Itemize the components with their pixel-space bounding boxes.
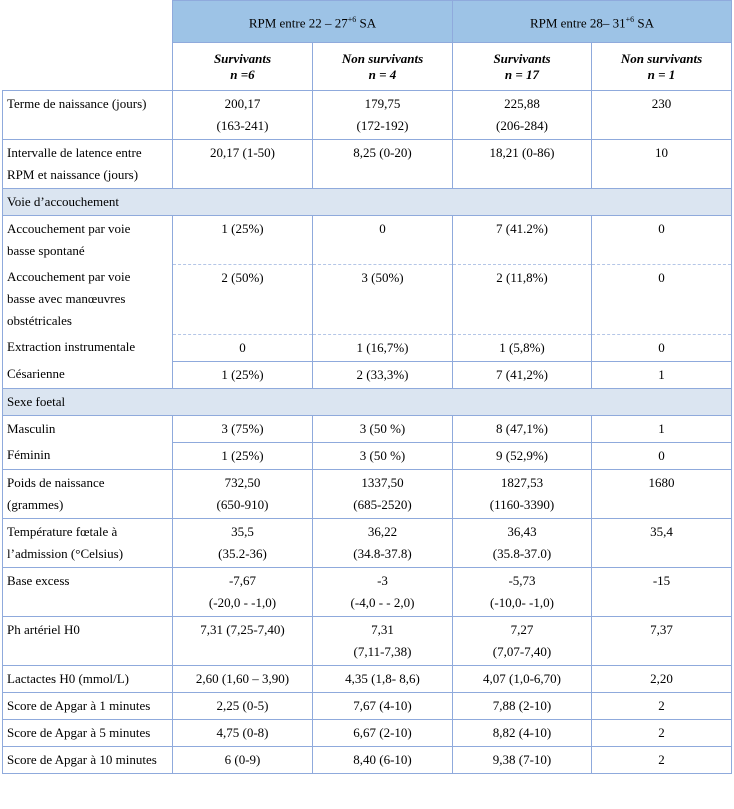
table-cell: 8 (47,1%) (453, 415, 592, 442)
cell-range: (35.2-36) (218, 545, 267, 561)
table-cell: 0 (592, 442, 732, 469)
table-cell: 7,67 (4-10) (313, 692, 453, 719)
col-header-3 (453, 43, 592, 91)
table-cell: 20,17 (1-50) (173, 140, 313, 189)
table-row (3, 469, 732, 518)
group2-sup: +6 (625, 14, 635, 24)
row-label-line2: (grammes) (7, 496, 64, 512)
group1-sup: +6 (347, 14, 357, 24)
row-label-line2: l’admission (°Celsius) (7, 545, 124, 561)
row-label-line1: Accouchement par voie (7, 221, 131, 236)
cell-value: 36,43 (507, 523, 537, 539)
table-cell: 10 (592, 140, 732, 189)
table-cell: 8,25 (0-20) (313, 140, 453, 189)
row-label-line2: basse spontané (7, 243, 85, 258)
row-label: Césarienne (3, 361, 173, 388)
table-cell (592, 518, 732, 567)
cell-value: 1680 (648, 474, 675, 490)
table-row (3, 692, 732, 719)
col-header-4-line1: Non survivants (620, 50, 703, 66)
row-label: Score de Apgar à 10 minutes (3, 746, 173, 773)
table-cell: 7 (41.2%) (453, 216, 592, 265)
table-cell: 9,38 (7-10) (453, 746, 592, 773)
col-header-1-line2: n =6 (230, 66, 255, 82)
col-header-4 (592, 43, 732, 91)
row-label: Extraction instrumentale (3, 334, 173, 361)
cell-value: 732,50 (224, 474, 261, 490)
table-cell (173, 469, 313, 518)
table-cell: 2,60 (1,60 – 3,90) (173, 665, 313, 692)
row-label: Ph artériel H0 (3, 616, 173, 665)
cell-range: (34.8-37.8) (353, 545, 412, 561)
section-title: Voie d’accouchement (3, 189, 732, 216)
table-cell: 2,20 (592, 665, 732, 692)
table-cell (173, 91, 313, 140)
cell-range: (172-192) (356, 118, 409, 133)
table-cell: 2 (592, 746, 732, 773)
table-cell: 4,35 (1,8- 8,6) (313, 665, 453, 692)
cell-range: (7,11-7,38) (353, 643, 412, 659)
cell-value: 225,88 (504, 96, 540, 111)
table-row (3, 334, 732, 361)
cell-value: 7,37 (650, 621, 673, 637)
col-header-1 (173, 43, 313, 91)
row-label-line2: RPM et naissance (jours) (7, 167, 139, 182)
section-row (3, 189, 732, 216)
group1-suffix: SA (356, 15, 377, 31)
table-cell: 3 (75%) (173, 415, 313, 442)
group2-suffix: SA (634, 15, 655, 31)
cell-value: 1827,53 (500, 474, 544, 490)
group2-label: RPM entre 28– 31 (529, 15, 626, 31)
table-cell: 1 (25%) (173, 216, 313, 265)
table-cell: 2 (592, 719, 732, 746)
cell-value: 35,5 (231, 523, 254, 539)
table-cell (592, 616, 732, 665)
table-row (3, 518, 732, 567)
row-label: Base excess (3, 567, 173, 616)
cell-range: (206-284) (496, 118, 548, 133)
table-row (3, 140, 732, 189)
table-row (3, 91, 732, 140)
table-cell (592, 469, 732, 518)
table-row (3, 361, 732, 388)
table-cell (313, 567, 453, 616)
table-cell: 9 (52,9%) (453, 442, 592, 469)
cell-value: -5,73 (508, 572, 536, 588)
section-row (3, 388, 732, 415)
row-label-line1: Température fœtale à (7, 523, 118, 539)
table-cell (592, 567, 732, 616)
cell-range: (7,07-7,40) (492, 643, 552, 659)
table-cell: 1 (25%) (173, 442, 313, 469)
table-cell: 1 (16,7%) (313, 334, 453, 361)
table-cell: 6 (0-9) (173, 746, 313, 773)
cell-range: (-20,0 - -1,0) (208, 594, 277, 610)
col-header-2-line1: Non survivants (341, 50, 424, 66)
table-row (3, 616, 732, 665)
table-cell: 0 (173, 334, 313, 361)
table-cell: 3 (50 %) (313, 442, 453, 469)
cell-range: (163-241) (216, 118, 269, 133)
cell-value: 1337,50 (361, 474, 404, 490)
cell-value: 35,4 (650, 523, 673, 539)
table-cell (313, 616, 453, 665)
table-row (3, 746, 732, 773)
table-cell (313, 91, 453, 140)
table-row (3, 415, 732, 442)
row-label (3, 264, 173, 334)
cell-range: (35.8-37.0) (492, 545, 552, 561)
section-title: Sexe foetal (3, 388, 732, 415)
cell-value: 200,17 (224, 96, 261, 111)
table-cell: 2 (11,8%) (453, 264, 592, 334)
group1-label: RPM entre 22 – 27 (248, 15, 348, 31)
cell-value: 36,22 (367, 523, 398, 539)
cell-value: 230 (651, 96, 672, 111)
cell-value: 7,31 (7,25-7,40) (200, 621, 285, 637)
table-cell (592, 91, 732, 140)
table-cell: 4,75 (0-8) (173, 719, 313, 746)
table-cell (173, 518, 313, 567)
row-label: Lactactes H0 (mmol/L) (3, 665, 173, 692)
cell-range: (650-910) (216, 496, 269, 512)
table-cell: 8,82 (4-10) (453, 719, 592, 746)
row-label: Féminin (3, 442, 173, 469)
row-label-line1: Poids de naissance (7, 474, 105, 490)
table-cell (453, 469, 592, 518)
header-corner (3, 1, 173, 91)
row-label (3, 140, 173, 189)
col-header-3-line1: Survivants (493, 50, 551, 66)
table-cell (313, 518, 453, 567)
table-cell: 6,67 (2-10) (313, 719, 453, 746)
table-cell: 7 (41,2%) (453, 361, 592, 388)
cell-value: 7,27 (510, 621, 534, 637)
cell-value: 7,31 (371, 621, 394, 637)
table-cell (313, 469, 453, 518)
table-cell: 1 (5,8%) (453, 334, 592, 361)
row-label (3, 216, 173, 265)
table-cell: 2 (33,3%) (313, 361, 453, 388)
table-cell: 3 (50 %) (313, 415, 453, 442)
table-cell: 18,21 (0-86) (453, 140, 592, 189)
row-label (3, 518, 173, 567)
table-cell: 7,88 (2-10) (453, 692, 592, 719)
col-header-2-line2: n = 4 (368, 66, 397, 82)
table-cell: 1 (592, 361, 732, 388)
row-label-line3: obstétricales (7, 313, 72, 328)
cell-range: (1160-3390) (489, 496, 555, 512)
row-label: Score de Apgar à 1 minutes (3, 692, 173, 719)
table-cell: 1 (25%) (173, 361, 313, 388)
table-cell: 3 (50%) (313, 264, 453, 334)
table-cell: 0 (313, 216, 453, 265)
results-table (2, 0, 732, 774)
table-cell (173, 616, 313, 665)
table-row (3, 442, 732, 469)
col-header-1-line1: Survivants (213, 50, 272, 66)
table-cell (173, 567, 313, 616)
col-header-2 (313, 43, 453, 91)
cell-value: 179,75 (364, 96, 401, 111)
row-label-line2: basse avec manœuvres (7, 291, 126, 306)
row-label: Score de Apgar à 5 minutes (3, 719, 173, 746)
group1-header (173, 1, 453, 43)
table-cell: 4,07 (1,0-6,70) (453, 665, 592, 692)
table-cell (453, 91, 592, 140)
cell-value: -15 (652, 572, 671, 588)
cell-range: (-4,0 - - 2,0) (350, 594, 415, 610)
col-header-4-line2: n = 1 (647, 66, 676, 82)
table-cell: 0 (592, 264, 732, 334)
table-cell: 0 (592, 216, 732, 265)
header-group-row (3, 1, 732, 43)
table-cell (453, 567, 592, 616)
table-row (3, 719, 732, 746)
table-row (3, 264, 732, 334)
table-cell: 2 (50%) (173, 264, 313, 334)
row-label-line1: Accouchement par voie (7, 269, 131, 284)
row-label: Terme de naissance (jours) (3, 91, 173, 140)
cell-value: -7,67 (228, 572, 257, 588)
row-label-line1: Intervalle de latence entre (7, 145, 142, 160)
table-cell: 8,40 (6-10) (313, 746, 453, 773)
table-cell (453, 616, 592, 665)
cell-range: (685-2520) (353, 496, 412, 512)
table-cell: 2 (592, 692, 732, 719)
table-row (3, 665, 732, 692)
table-cell: 2,25 (0-5) (173, 692, 313, 719)
table-cell: 1 (592, 415, 732, 442)
row-label: Masculin (3, 415, 173, 442)
table-cell (453, 518, 592, 567)
table-row (3, 216, 732, 265)
group2-header (453, 1, 732, 43)
cell-range: (-10,0- -1,0) (490, 594, 554, 610)
table-row (3, 567, 732, 616)
row-label (3, 469, 173, 518)
table-cell: 0 (592, 334, 732, 361)
cell-value: -3 (377, 572, 388, 588)
col-header-3-line2: n = 17 (504, 66, 540, 82)
